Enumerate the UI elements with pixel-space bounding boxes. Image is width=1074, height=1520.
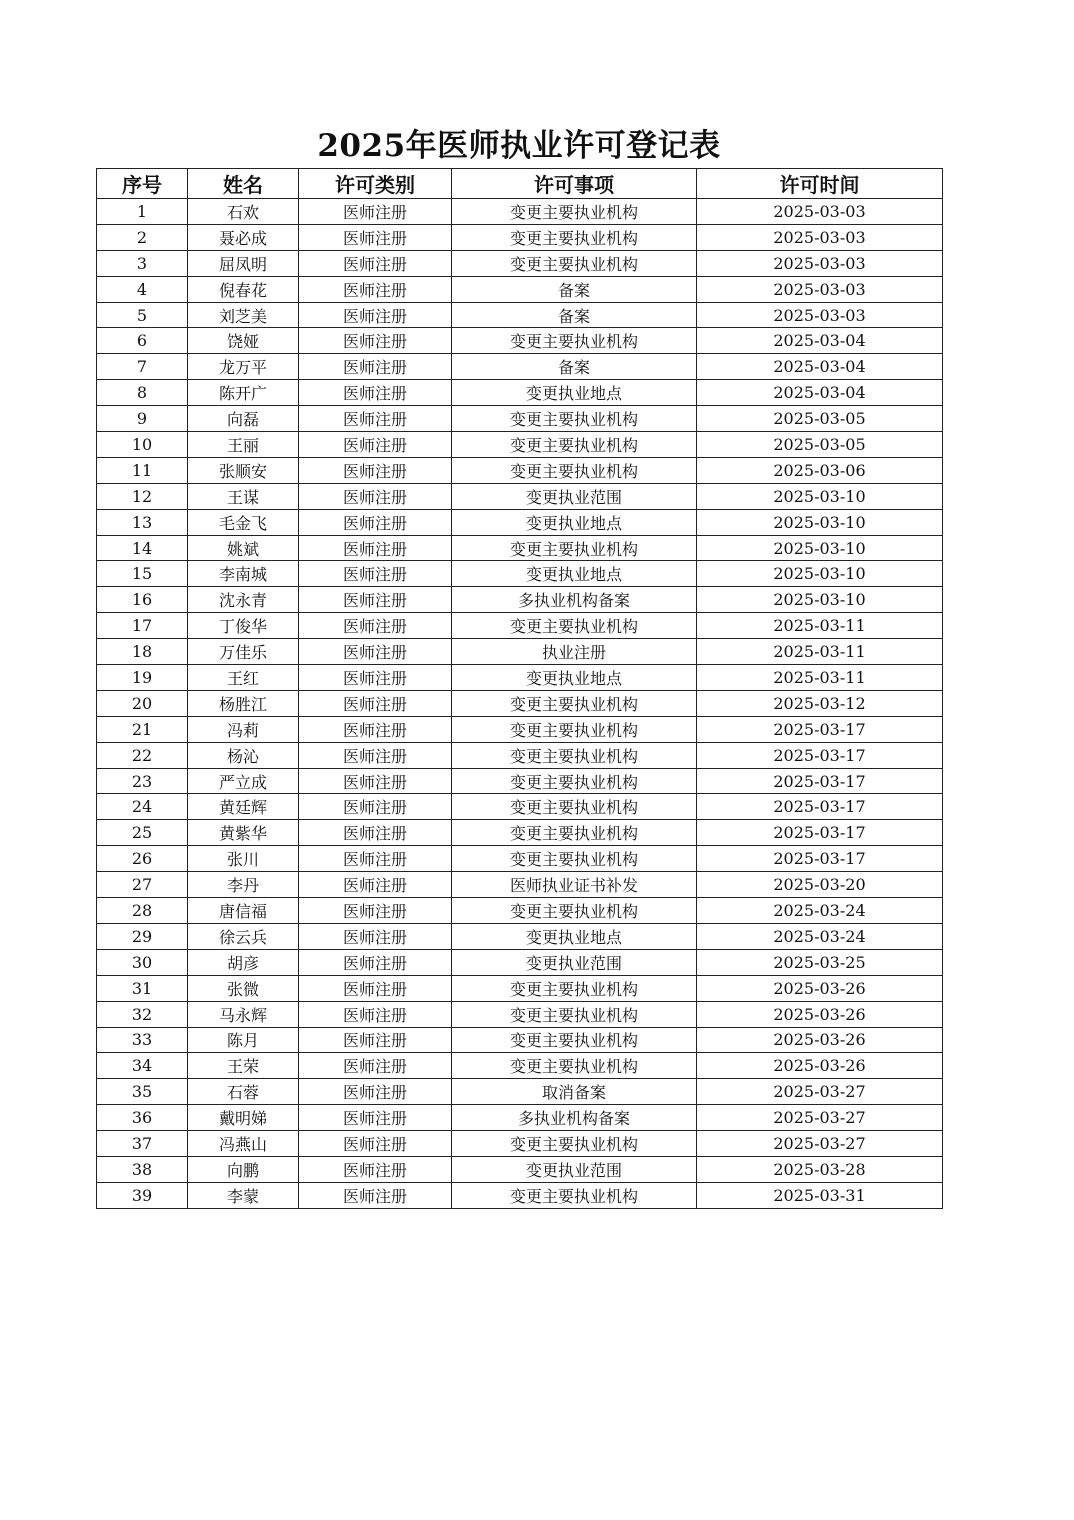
serial-number-cell: 7 xyxy=(97,354,188,380)
table-row xyxy=(97,768,943,794)
name-cell: 杨胜江 xyxy=(188,690,299,716)
permit-item-cell: 变更执业范围 xyxy=(452,949,697,975)
serial-number-cell: 23 xyxy=(97,768,188,794)
permit-item-cell: 备案 xyxy=(452,302,697,328)
permit-date-cell: 2025-03-10 xyxy=(697,535,943,561)
permit-date-cell: 2025-03-12 xyxy=(697,690,943,716)
permit-date-cell: 2025-03-10 xyxy=(697,561,943,587)
permit-category-cell: 医师注册 xyxy=(299,639,452,665)
permit-category-cell: 医师注册 xyxy=(299,250,452,276)
serial-number-cell: 22 xyxy=(97,742,188,768)
permit-date-cell: 2025-03-26 xyxy=(697,1053,943,1079)
table-row xyxy=(97,613,943,639)
name-cell: 屈凤明 xyxy=(188,250,299,276)
serial-number-cell: 15 xyxy=(97,561,188,587)
permit-category-cell: 医师注册 xyxy=(299,457,452,483)
permit-date-cell: 2025-03-27 xyxy=(697,1079,943,1105)
permit-category-cell: 医师注册 xyxy=(299,561,452,587)
permit-category-cell: 医师注册 xyxy=(299,199,452,225)
permit-item-cell: 变更主要执业机构 xyxy=(452,690,697,716)
table-row xyxy=(97,665,943,691)
table-row xyxy=(97,1001,943,1027)
serial-number-cell: 6 xyxy=(97,328,188,354)
permit-date-cell: 2025-03-03 xyxy=(697,302,943,328)
permit-category-cell: 医师注册 xyxy=(299,1053,452,1079)
serial-number-cell: 19 xyxy=(97,665,188,691)
permit-category-cell: 医师注册 xyxy=(299,1105,452,1131)
permit-date-cell: 2025-03-11 xyxy=(697,639,943,665)
permit-item-cell: 多执业机构备案 xyxy=(452,1105,697,1131)
serial-number-cell: 2 xyxy=(97,224,188,250)
serial-number-cell: 29 xyxy=(97,923,188,949)
table-row xyxy=(97,898,943,924)
table-row xyxy=(97,794,943,820)
serial-number-cell: 11 xyxy=(97,457,188,483)
serial-number-cell: 25 xyxy=(97,820,188,846)
permit-item-cell: 变更主要执业机构 xyxy=(452,1182,697,1208)
serial-number-cell: 5 xyxy=(97,302,188,328)
permit-date-cell: 2025-03-26 xyxy=(697,1001,943,1027)
name-cell: 饶娅 xyxy=(188,328,299,354)
serial-number-cell: 3 xyxy=(97,250,188,276)
permit-date-cell: 2025-03-24 xyxy=(697,923,943,949)
permit-category-cell: 医师注册 xyxy=(299,432,452,458)
permit-date-cell: 2025-03-17 xyxy=(697,846,943,872)
permit-date-cell: 2025-03-10 xyxy=(697,509,943,535)
permit-category-cell: 医师注册 xyxy=(299,949,452,975)
permit-date-cell: 2025-03-25 xyxy=(697,949,943,975)
permit-category-cell: 医师注册 xyxy=(299,483,452,509)
serial-number-cell: 32 xyxy=(97,1001,188,1027)
permit-category-cell: 医师注册 xyxy=(299,1182,452,1208)
serial-number-cell: 39 xyxy=(97,1182,188,1208)
permit-date-cell: 2025-03-20 xyxy=(697,872,943,898)
permit-category-cell: 医师注册 xyxy=(299,613,452,639)
serial-number-cell: 33 xyxy=(97,1027,188,1053)
permit-item-cell: 变更主要执业机构 xyxy=(452,199,697,225)
table-row xyxy=(97,354,943,380)
table-row xyxy=(97,1053,943,1079)
permit-category-cell: 医师注册 xyxy=(299,535,452,561)
serial-number-cell: 37 xyxy=(97,1131,188,1157)
serial-number-cell: 35 xyxy=(97,1079,188,1105)
permit-item-cell: 变更主要执业机构 xyxy=(452,1053,697,1079)
table-row xyxy=(97,690,943,716)
permit-item-cell: 变更主要执业机构 xyxy=(452,1131,697,1157)
permit-date-cell: 2025-03-27 xyxy=(697,1105,943,1131)
name-cell: 杨沁 xyxy=(188,742,299,768)
table-row xyxy=(97,872,943,898)
serial-number-cell: 17 xyxy=(97,613,188,639)
permit-item-cell: 变更主要执业机构 xyxy=(452,328,697,354)
header-row xyxy=(97,169,943,199)
permit-category-cell: 医师注册 xyxy=(299,276,452,302)
permit-date-cell: 2025-03-03 xyxy=(697,276,943,302)
name-cell: 陈开广 xyxy=(188,380,299,406)
permit-item-cell: 变更主要执业机构 xyxy=(452,535,697,561)
permit-item-cell: 变更主要执业机构 xyxy=(452,1001,697,1027)
permit-date-cell: 2025-03-31 xyxy=(697,1182,943,1208)
table-row xyxy=(97,1131,943,1157)
permit-category-cell: 医师注册 xyxy=(299,716,452,742)
table-row xyxy=(97,535,943,561)
permit-date-cell: 2025-03-17 xyxy=(697,768,943,794)
table-row xyxy=(97,406,943,432)
serial-number-cell: 21 xyxy=(97,716,188,742)
permit-item-cell: 备案 xyxy=(452,354,697,380)
serial-number-cell: 36 xyxy=(97,1105,188,1131)
permit-category-cell: 医师注册 xyxy=(299,665,452,691)
table-row xyxy=(97,1156,943,1182)
permit-item-cell: 变更主要执业机构 xyxy=(452,716,697,742)
permit-category-cell: 医师注册 xyxy=(299,1001,452,1027)
table-row xyxy=(97,1079,943,1105)
permit-category-cell: 医师注册 xyxy=(299,794,452,820)
permit-item-cell: 变更主要执业机构 xyxy=(452,975,697,1001)
name-cell: 姚斌 xyxy=(188,535,299,561)
permit-date-cell: 2025-03-26 xyxy=(697,1027,943,1053)
name-cell: 石欢 xyxy=(188,199,299,225)
table-row xyxy=(97,328,943,354)
permit-category-cell: 医师注册 xyxy=(299,509,452,535)
table-row xyxy=(97,949,943,975)
permit-date-cell: 2025-03-06 xyxy=(697,457,943,483)
permit-item-cell: 变更主要执业机构 xyxy=(452,432,697,458)
table-body xyxy=(97,199,943,1209)
name-cell: 倪春花 xyxy=(188,276,299,302)
table-row xyxy=(97,1105,943,1131)
permit-date-cell: 2025-03-03 xyxy=(697,250,943,276)
permit-date-cell: 2025-03-17 xyxy=(697,820,943,846)
table-row xyxy=(97,224,943,250)
serial-number-cell: 31 xyxy=(97,975,188,1001)
permit-category-cell: 医师注册 xyxy=(299,354,452,380)
table-row xyxy=(97,509,943,535)
name-cell: 李蒙 xyxy=(188,1182,299,1208)
registration-table xyxy=(96,168,943,1209)
permit-item-cell: 变更执业范围 xyxy=(452,483,697,509)
name-cell: 胡彦 xyxy=(188,949,299,975)
permit-date-cell: 2025-03-26 xyxy=(697,975,943,1001)
permit-item-cell: 变更主要执业机构 xyxy=(452,768,697,794)
permit-item-cell: 取消备案 xyxy=(452,1079,697,1105)
permit-item-cell: 医师执业证书补发 xyxy=(452,872,697,898)
name-cell: 向磊 xyxy=(188,406,299,432)
header-permit-date: 许可时间 xyxy=(697,169,943,199)
permit-category-cell: 医师注册 xyxy=(299,898,452,924)
name-cell: 张微 xyxy=(188,975,299,1001)
serial-number-cell: 8 xyxy=(97,380,188,406)
serial-number-cell: 10 xyxy=(97,432,188,458)
permit-item-cell: 执业注册 xyxy=(452,639,697,665)
serial-number-cell: 4 xyxy=(97,276,188,302)
name-cell: 李丹 xyxy=(188,872,299,898)
table-row xyxy=(97,639,943,665)
serial-number-cell: 27 xyxy=(97,872,188,898)
header-name: 姓名 xyxy=(188,169,299,199)
name-cell: 毛金飞 xyxy=(188,509,299,535)
table-row xyxy=(97,457,943,483)
permit-date-cell: 2025-03-03 xyxy=(697,199,943,225)
serial-number-cell: 30 xyxy=(97,949,188,975)
permit-item-cell: 变更执业地点 xyxy=(452,923,697,949)
name-cell: 黄廷辉 xyxy=(188,794,299,820)
permit-date-cell: 2025-03-17 xyxy=(697,716,943,742)
permit-category-cell: 医师注册 xyxy=(299,975,452,1001)
name-cell: 万佳乐 xyxy=(188,639,299,665)
permit-date-cell: 2025-03-04 xyxy=(697,328,943,354)
name-cell: 唐信福 xyxy=(188,898,299,924)
permit-item-cell: 变更执业范围 xyxy=(452,1156,697,1182)
permit-item-cell: 备案 xyxy=(452,276,697,302)
permit-item-cell: 变更主要执业机构 xyxy=(452,820,697,846)
name-cell: 石蓉 xyxy=(188,1079,299,1105)
name-cell: 向鹏 xyxy=(188,1156,299,1182)
permit-item-cell: 变更执业地点 xyxy=(452,665,697,691)
permit-category-cell: 医师注册 xyxy=(299,302,452,328)
name-cell: 刘芝美 xyxy=(188,302,299,328)
permit-category-cell: 医师注册 xyxy=(299,380,452,406)
serial-number-cell: 16 xyxy=(97,587,188,613)
table-row xyxy=(97,846,943,872)
permit-category-cell: 医师注册 xyxy=(299,328,452,354)
permit-date-cell: 2025-03-05 xyxy=(697,406,943,432)
permit-category-cell: 医师注册 xyxy=(299,1079,452,1105)
serial-number-cell: 28 xyxy=(97,898,188,924)
name-cell: 冯燕山 xyxy=(188,1131,299,1157)
table-row xyxy=(97,380,943,406)
name-cell: 王谋 xyxy=(188,483,299,509)
permit-category-cell: 医师注册 xyxy=(299,1027,452,1053)
permit-date-cell: 2025-03-11 xyxy=(697,613,943,639)
permit-date-cell: 2025-03-05 xyxy=(697,432,943,458)
name-cell: 张川 xyxy=(188,846,299,872)
permit-item-cell: 变更主要执业机构 xyxy=(452,613,697,639)
name-cell: 黄紫华 xyxy=(188,820,299,846)
permit-item-cell: 变更主要执业机构 xyxy=(452,846,697,872)
header-serial-number: 序号 xyxy=(97,169,188,199)
permit-date-cell: 2025-03-10 xyxy=(697,483,943,509)
permit-date-cell: 2025-03-17 xyxy=(697,794,943,820)
permit-date-cell: 2025-03-28 xyxy=(697,1156,943,1182)
permit-category-cell: 医师注册 xyxy=(299,224,452,250)
header-permit-item: 许可事项 xyxy=(452,169,697,199)
name-cell: 龙万平 xyxy=(188,354,299,380)
name-cell: 马永辉 xyxy=(188,1001,299,1027)
permit-item-cell: 多执业机构备案 xyxy=(452,587,697,613)
serial-number-cell: 26 xyxy=(97,846,188,872)
name-cell: 徐云兵 xyxy=(188,923,299,949)
permit-item-cell: 变更执业地点 xyxy=(452,509,697,535)
header-permit-category: 许可类别 xyxy=(299,169,452,199)
permit-item-cell: 变更主要执业机构 xyxy=(452,250,697,276)
name-cell: 王红 xyxy=(188,665,299,691)
table-row xyxy=(97,483,943,509)
permit-date-cell: 2025-03-04 xyxy=(697,354,943,380)
table-row xyxy=(97,716,943,742)
permit-category-cell: 医师注册 xyxy=(299,872,452,898)
permit-category-cell: 医师注册 xyxy=(299,1156,452,1182)
page-title: 2025年医师执业许可登记表 xyxy=(317,128,721,164)
permit-item-cell: 变更主要执业机构 xyxy=(452,794,697,820)
permit-item-cell: 变更主要执业机构 xyxy=(452,742,697,768)
serial-number-cell: 20 xyxy=(97,690,188,716)
permit-category-cell: 医师注册 xyxy=(299,846,452,872)
permit-date-cell: 2025-03-11 xyxy=(697,665,943,691)
table-row xyxy=(97,561,943,587)
permit-category-cell: 医师注册 xyxy=(299,587,452,613)
permit-item-cell: 变更主要执业机构 xyxy=(452,898,697,924)
name-cell: 聂必成 xyxy=(188,224,299,250)
permit-item-cell: 变更主要执业机构 xyxy=(452,406,697,432)
name-cell: 丁俊华 xyxy=(188,613,299,639)
name-cell: 王荣 xyxy=(188,1053,299,1079)
table-row xyxy=(97,1182,943,1208)
table-row xyxy=(97,587,943,613)
name-cell: 张顺安 xyxy=(188,457,299,483)
table-row xyxy=(97,250,943,276)
permit-category-cell: 医师注册 xyxy=(299,690,452,716)
permit-date-cell: 2025-03-10 xyxy=(697,587,943,613)
table-row xyxy=(97,1027,943,1053)
permit-item-cell: 变更主要执业机构 xyxy=(452,1027,697,1053)
table-row xyxy=(97,302,943,328)
permit-category-cell: 医师注册 xyxy=(299,406,452,432)
permit-item-cell: 变更主要执业机构 xyxy=(452,224,697,250)
serial-number-cell: 34 xyxy=(97,1053,188,1079)
serial-number-cell: 14 xyxy=(97,535,188,561)
permit-category-cell: 医师注册 xyxy=(299,820,452,846)
permit-date-cell: 2025-03-03 xyxy=(697,224,943,250)
permit-date-cell: 2025-03-24 xyxy=(697,898,943,924)
permit-category-cell: 医师注册 xyxy=(299,1131,452,1157)
name-cell: 李南城 xyxy=(188,561,299,587)
serial-number-cell: 18 xyxy=(97,639,188,665)
table-row xyxy=(97,820,943,846)
table-row xyxy=(97,923,943,949)
name-cell: 戴明娣 xyxy=(188,1105,299,1131)
serial-number-cell: 38 xyxy=(97,1156,188,1182)
permit-item-cell: 变更执业地点 xyxy=(452,561,697,587)
table-row xyxy=(97,975,943,1001)
permit-date-cell: 2025-03-04 xyxy=(697,380,943,406)
permit-item-cell: 变更执业地点 xyxy=(452,380,697,406)
name-cell: 王丽 xyxy=(188,432,299,458)
table-row xyxy=(97,276,943,302)
name-cell: 陈月 xyxy=(188,1027,299,1053)
table-row xyxy=(97,742,943,768)
serial-number-cell: 24 xyxy=(97,794,188,820)
name-cell: 严立成 xyxy=(188,768,299,794)
serial-number-cell: 12 xyxy=(97,483,188,509)
permit-item-cell: 变更主要执业机构 xyxy=(452,457,697,483)
serial-number-cell: 1 xyxy=(97,199,188,225)
table-row xyxy=(97,432,943,458)
serial-number-cell: 13 xyxy=(97,509,188,535)
permit-category-cell: 医师注册 xyxy=(299,923,452,949)
permit-date-cell: 2025-03-27 xyxy=(697,1131,943,1157)
name-cell: 沈永青 xyxy=(188,587,299,613)
table-row xyxy=(97,199,943,225)
name-cell: 冯莉 xyxy=(188,716,299,742)
permit-category-cell: 医师注册 xyxy=(299,768,452,794)
permit-category-cell: 医师注册 xyxy=(299,742,452,768)
serial-number-cell: 9 xyxy=(97,406,188,432)
permit-date-cell: 2025-03-17 xyxy=(697,742,943,768)
table-header xyxy=(97,169,943,199)
